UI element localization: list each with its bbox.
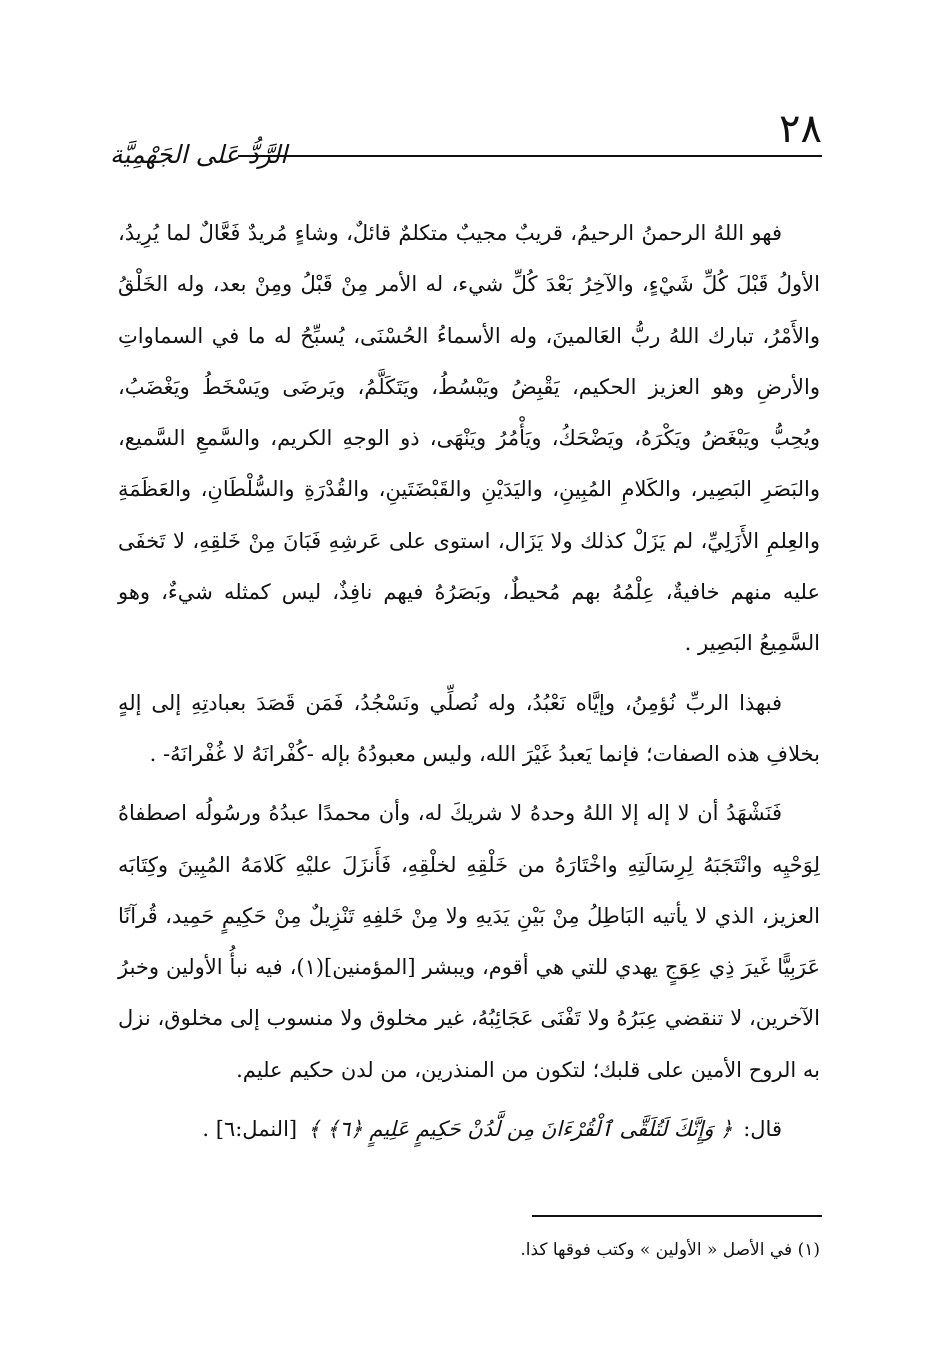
page-header — [110, 105, 822, 175]
paragraph-2: فبهذا الربِّ نُؤمِنُ، وإيَّاه نَعْبُدُ، وله نُصلِّي ونَسْجُدُ، فَمَن قَصَدَ بعبادتِهِ إلى إلهٍ بخلافِ هذه الصفات؛ فإنما يَعبدُ غَيْرَ الله، وليس معبودُهُ بإله -كُفْرانَهُ لا غُفْرانَهُ- . — [118, 690, 820, 766]
page-number: ٢٨ — [779, 106, 822, 152]
footnote: (١) في الأصل « الأولين » وكتب فوقها كذا. — [520, 1240, 820, 1260]
footnote-rule — [532, 1215, 822, 1217]
paragraph-3: فَنَشْهَدُ أن لا إله إلا اللهُ وحدهُ لا شريكَ له، وأن محمدًا عبدُهُ ورسُولُه اصطفاهُ لِوَحْيِه وانْتَجَبَهُ لِرِسَالَتِهِ واخْتَارَهُ من خَلْقِهِ لخلْقِهِ، فَأَنزَلَ عليْهِ كَلامَهُ المُبِينَ وكِتَابَه العزيز، الذي لا يأتيه البَاطِلُ مِنْ بَيْنِ يَدَيهِ ولا مِنْ خَلفِهِ تَنْزِيلٌ مِنْ حَكِيمٍ حَمِيد، قُرآنًا عَرَبِيًّا غَيرَ ذِي عِوَجٍ يهدي للتي هي أقوم، ويبشر [المؤمنين](١)، فيه نبأُ الأولين وخبرُ الآخرين، لا تنقضي عِبَرُهُ ولا تَفْنَى عَجَائِبُهُ، غير مخلوق ولا منسوب إلى مخلوق، نزل به الروح الأمين على قلبك؛ لتكون من المنذرين، من لدن حكيم عليم. — [118, 801, 821, 1082]
paragraph-1: فهو اللهُ الرحمنُ الرحيمُ، قريبٌ مجيبٌ متكلمٌ قائلٌ، وشاءٍ مُريدٌ فَعَّالٌ لما يُرِيدُ، الأولُ قَبْلَ كُلِّ شَيْءٍ، والآخِرُ بَعْدَ كُلِّ شيء، له الأمر مِنْ قَبْلُ ومِنْ بعد، وله الخَلْقُ والأَمْرُ، تبارك اللهُ ربُّ العَالمينَ، وله الأسماءُ الحُسْنَى، يُسبِّحُ له ما في السماواتِ والأرضِ وهو العزيز الحكيم، يَقْبِضُ ويَبْسُطُ، ويَتَكَلَّمُ، ويَرضَى ويَسْخَطُ ويَغْضَبُ، ويُحِبُّ ويَبْغَضُ ويَكْرَهُ، ويَضْحَكُ، ويَأْمُرُ ويَنْهَى، ذو الوجهِ الكريم، والسَّمعِ السَّميع، والبَصَرِ البَصِير، والكَلامِ المُبِينِ، واليَدَيْنِ والقَبْضَتَينِ، والقُدْرَةِ والسُّلْطَانِ، والعَظَمَةِ والعِلمِ الأَزَلِيِّ، لم يَزَلْ كذلك ولا يَزَال، استوى على عَرشِهِ فَبَانَ مِنْ خَلقِهِ، لا تَخفَى عليه منهم خافيةٌ، عِلْمُهُ بهم مُحيطٌ، وبَصَرُهُ فيهم نافِذٌ، ليس كمثله شيءٌ، وهو السَّمِيعُ البَصِير . — [118, 221, 820, 656]
running-title: الرَّدُّ عَلى الجَهْمِيَّة — [110, 140, 288, 169]
quran-quote — [118, 1104, 820, 1155]
verse-reference: [النمل:٦] . — [202, 1117, 298, 1142]
header-rule — [238, 155, 822, 157]
main-text — [118, 208, 820, 1155]
quran-verse: ﴿ وَإِنَّكَ لَتُلَقَّى ٱلْقُرْءَانَ مِن لَّدُنْ حَكِيمٍ عَلِيمٍ ﴿٦﴾ ﴾ — [307, 1117, 733, 1142]
quote-lead: قال: — [743, 1117, 782, 1142]
